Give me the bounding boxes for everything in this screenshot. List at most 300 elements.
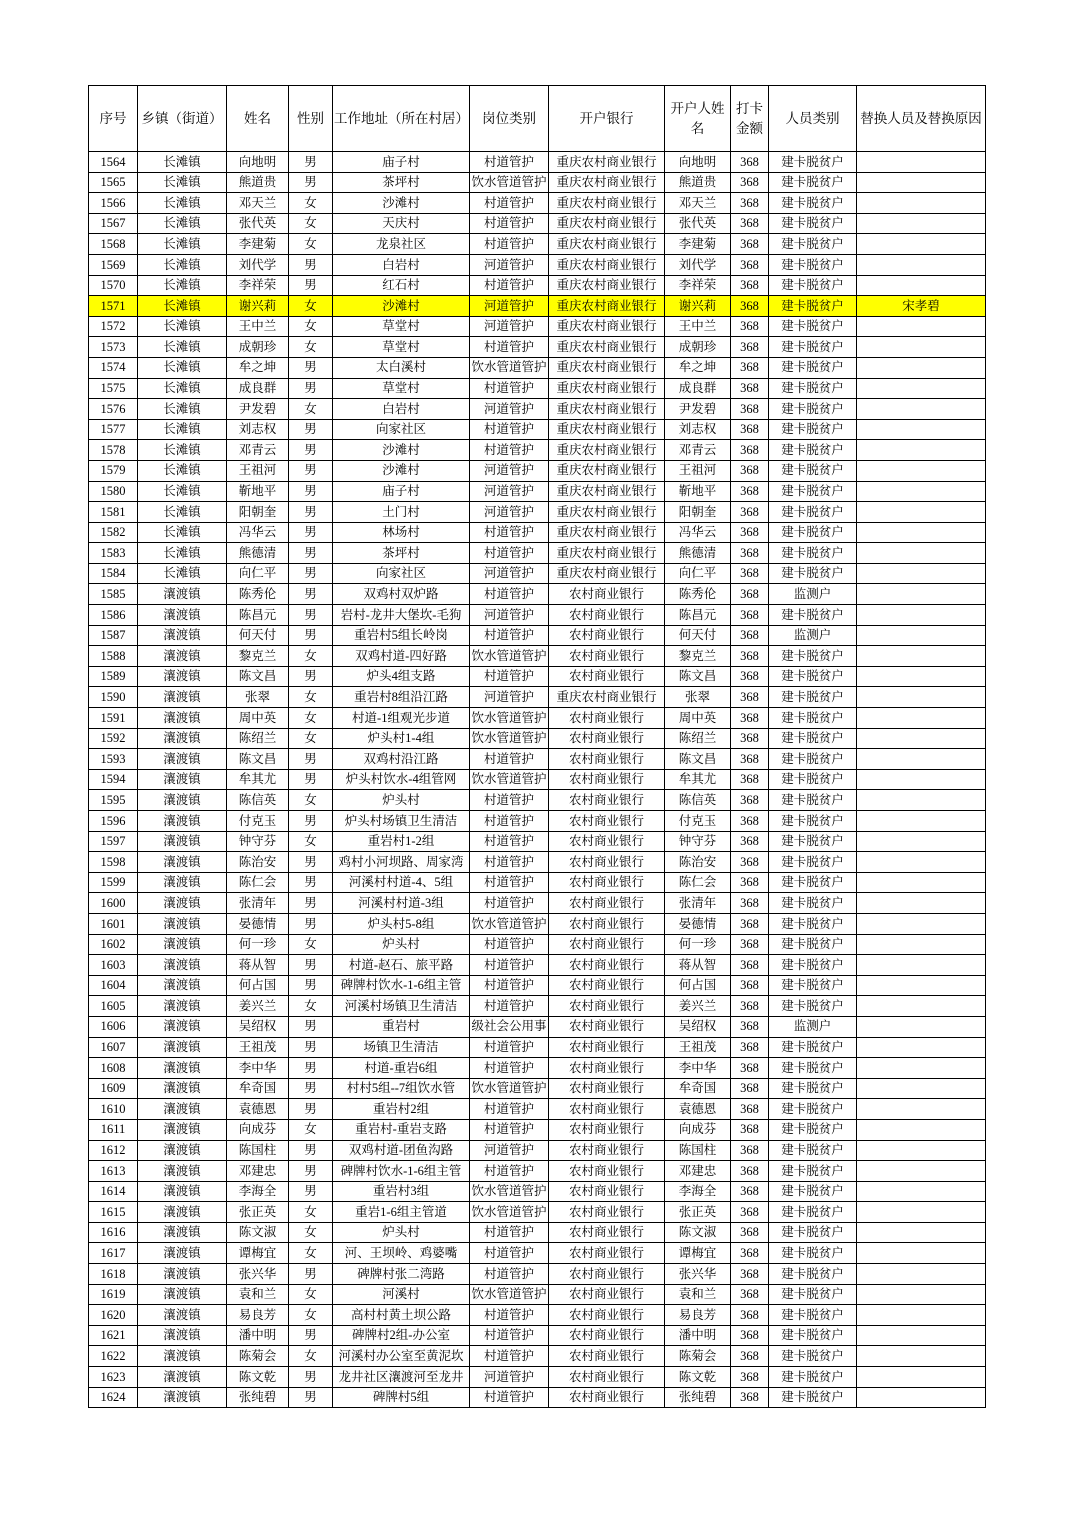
table-row <box>89 481 986 502</box>
table-cell <box>857 893 986 914</box>
table-cell: 1621 <box>89 1325 138 1346</box>
table-row <box>89 1243 986 1264</box>
table-cell <box>857 1305 986 1326</box>
table-cell: 建卡脱贫户 <box>769 1346 857 1367</box>
table-cell <box>857 1325 986 1346</box>
header-amount: 打卡金额 <box>731 86 769 152</box>
table-cell: 368 <box>731 152 769 173</box>
table-cell: 1564 <box>89 152 138 173</box>
table-cell: 1606 <box>89 1016 138 1037</box>
table-cell: 易良芳 <box>227 1305 289 1326</box>
table-cell: 村道管护 <box>470 1325 549 1346</box>
table-row <box>89 1387 986 1408</box>
table-cell: 瀼渡镇 <box>138 708 227 729</box>
table-cell: 1605 <box>89 996 138 1017</box>
table-cell: 建卡脱贫户 <box>769 1243 857 1264</box>
table-cell: 冯华云 <box>227 522 289 543</box>
table-cell: 368 <box>731 1078 769 1099</box>
table-cell: 1587 <box>89 625 138 646</box>
table-cell: 村道管护 <box>470 1099 549 1120</box>
table-cell: 长滩镇 <box>138 213 227 234</box>
table-row <box>89 1119 986 1140</box>
table-cell <box>857 1058 986 1079</box>
table-cell <box>857 1078 986 1099</box>
table-cell: 1620 <box>89 1305 138 1326</box>
table-cell: 河道管护 <box>470 502 549 523</box>
table-row <box>89 975 986 996</box>
table-cell: 邓天兰 <box>665 193 731 214</box>
table-cell <box>857 234 986 255</box>
table-cell: 河道管护 <box>470 399 549 420</box>
table-cell: 1565 <box>89 172 138 193</box>
table-cell: 男 <box>289 913 333 934</box>
table-cell: 建卡脱贫户 <box>769 522 857 543</box>
table-cell: 碑牌村饮水-1-6组主管 <box>333 1161 470 1182</box>
table-cell: 368 <box>731 563 769 584</box>
table-row <box>89 913 986 934</box>
table-cell: 张兴华 <box>227 1264 289 1285</box>
table-cell: 尹发碧 <box>227 399 289 420</box>
table-cell: 368 <box>731 213 769 234</box>
table-cell: 建卡脱贫户 <box>769 337 857 358</box>
table-cell: 何一珍 <box>665 934 731 955</box>
table-cell: 瀼渡镇 <box>138 1119 227 1140</box>
table-cell: 建卡脱贫户 <box>769 955 857 976</box>
table-cell: 建卡脱贫户 <box>769 1305 857 1326</box>
table-cell: 王祖河 <box>665 460 731 481</box>
table-cell: 长滩镇 <box>138 522 227 543</box>
table-cell: 1583 <box>89 543 138 564</box>
table-cell: 沙滩村 <box>333 193 470 214</box>
table-cell: 368 <box>731 893 769 914</box>
table-cell: 宋孝碧 <box>857 296 986 317</box>
table-cell: 村道管护 <box>470 996 549 1017</box>
table-cell: 李建菊 <box>665 234 731 255</box>
table-cell: 沙滩村 <box>333 440 470 461</box>
table-cell: 长滩镇 <box>138 563 227 584</box>
table-cell: 李中华 <box>227 1058 289 1079</box>
table-cell <box>857 399 986 420</box>
table-row <box>89 708 986 729</box>
table-cell: 368 <box>731 852 769 873</box>
table-cell: 1570 <box>89 275 138 296</box>
table-cell: 张正英 <box>665 1202 731 1223</box>
header-township: 乡镇（街道） <box>138 86 227 152</box>
table-cell: 瀼渡镇 <box>138 872 227 893</box>
table-cell: 成良群 <box>227 378 289 399</box>
table-row <box>89 316 986 337</box>
table-cell: 男 <box>289 1264 333 1285</box>
table-cell: 重庆农村商业银行 <box>549 419 665 440</box>
table-cell: 农村商业银行 <box>549 1387 665 1408</box>
table-cell: 河、王坝岭、鸡婆嘴 <box>333 1243 470 1264</box>
table-cell: 张代英 <box>665 213 731 234</box>
table-cell: 女 <box>289 687 333 708</box>
table-cell: 建卡脱贫户 <box>769 831 857 852</box>
table-cell: 1578 <box>89 440 138 461</box>
table-cell: 潘中明 <box>665 1325 731 1346</box>
table-cell: 368 <box>731 1099 769 1120</box>
table-header <box>89 86 986 152</box>
table-cell: 368 <box>731 749 769 770</box>
table-cell: 张清年 <box>227 893 289 914</box>
table-row <box>89 399 986 420</box>
table-cell: 饮水管道管护 <box>470 646 549 667</box>
table-cell: 建卡脱贫户 <box>769 1264 857 1285</box>
table-cell: 茶坪村 <box>333 543 470 564</box>
table-cell: 农村商业银行 <box>549 1243 665 1264</box>
table-row <box>89 1181 986 1202</box>
table-cell: 男 <box>289 749 333 770</box>
table-cell: 368 <box>731 357 769 378</box>
table-cell <box>857 1161 986 1182</box>
table-cell: 村道管护 <box>470 811 549 832</box>
table-cell: 长滩镇 <box>138 543 227 564</box>
table-cell: 邓天兰 <box>227 193 289 214</box>
table-cell <box>857 193 986 214</box>
table-cell: 1604 <box>89 975 138 996</box>
table-cell: 长滩镇 <box>138 481 227 502</box>
table-cell <box>857 811 986 832</box>
table-cell: 村道-1组观光步道 <box>333 708 470 729</box>
table-cell: 村道管护 <box>470 934 549 955</box>
table-cell: 建卡脱贫户 <box>769 1387 857 1408</box>
table-cell: 1576 <box>89 399 138 420</box>
table-row <box>89 769 986 790</box>
table-cell: 袁德恩 <box>665 1099 731 1120</box>
table-cell: 男 <box>289 605 333 626</box>
table-cell <box>857 440 986 461</box>
table-cell <box>857 1367 986 1388</box>
table-cell: 草堂村 <box>333 378 470 399</box>
table-row <box>89 687 986 708</box>
table-cell: 男 <box>289 955 333 976</box>
table-cell: 男 <box>289 543 333 564</box>
table-cell: 建卡脱贫户 <box>769 666 857 687</box>
table-cell: 建卡脱贫户 <box>769 687 857 708</box>
table-cell: 向成芬 <box>227 1119 289 1140</box>
table-cell: 李海全 <box>227 1181 289 1202</box>
table-row <box>89 563 986 584</box>
table-cell: 瀼渡镇 <box>138 913 227 934</box>
table-cell: 1597 <box>89 831 138 852</box>
table-cell: 瀼渡镇 <box>138 893 227 914</box>
table-cell: 饮水管道管护 <box>470 913 549 934</box>
table-cell: 建卡脱贫户 <box>769 790 857 811</box>
header-row <box>89 86 986 152</box>
table-cell: 男 <box>289 1325 333 1346</box>
table-cell: 监测户 <box>769 1016 857 1037</box>
table-cell: 368 <box>731 296 769 317</box>
table-cell: 沙滩村 <box>333 460 470 481</box>
table-cell: 男 <box>289 584 333 605</box>
table-cell: 河道管护 <box>470 1140 549 1161</box>
table-cell: 男 <box>289 1037 333 1058</box>
table-cell: 农村商业银行 <box>549 1346 665 1367</box>
table-cell: 熊道贵 <box>227 172 289 193</box>
table-cell: 男 <box>289 172 333 193</box>
table-cell <box>857 1243 986 1264</box>
table-cell: 1612 <box>89 1140 138 1161</box>
table-cell <box>857 1222 986 1243</box>
table-cell: 男 <box>289 1161 333 1182</box>
table-cell: 王中兰 <box>665 316 731 337</box>
table-cell: 建卡脱贫户 <box>769 152 857 173</box>
table-cell <box>857 1099 986 1120</box>
table-cell: 368 <box>731 934 769 955</box>
table-cell: 重庆农村商业银行 <box>549 522 665 543</box>
table-cell: 1601 <box>89 913 138 934</box>
table-cell: 陈信英 <box>227 790 289 811</box>
table-cell: 建卡脱贫户 <box>769 996 857 1017</box>
table-cell: 男 <box>289 1058 333 1079</box>
table-cell: 368 <box>731 1387 769 1408</box>
table-cell: 瀼渡镇 <box>138 769 227 790</box>
table-cell: 瀼渡镇 <box>138 1016 227 1037</box>
table-cell: 李祥荣 <box>227 275 289 296</box>
table-cell: 男 <box>289 769 333 790</box>
table-cell: 长滩镇 <box>138 460 227 481</box>
table-cell: 瀼渡镇 <box>138 934 227 955</box>
table-cell: 陈秀伦 <box>227 584 289 605</box>
table-cell: 368 <box>731 1161 769 1182</box>
table-cell: 长滩镇 <box>138 296 227 317</box>
table-cell: 农村商业银行 <box>549 831 665 852</box>
table-cell: 瀼渡镇 <box>138 666 227 687</box>
table-cell: 龙泉社区 <box>333 234 470 255</box>
table-cell: 村道管护 <box>470 1243 549 1264</box>
table-cell: 阳朝奎 <box>665 502 731 523</box>
table-cell: 王祖茂 <box>665 1037 731 1058</box>
table-cell: 建卡脱贫户 <box>769 1119 857 1140</box>
header-bank: 开户银行 <box>549 86 665 152</box>
table-cell: 河溪村场镇卫生清洁 <box>333 996 470 1017</box>
table-cell: 重庆农村商业银行 <box>549 687 665 708</box>
table-cell: 男 <box>289 563 333 584</box>
header-seq: 序号 <box>89 86 138 152</box>
table-cell: 村道管护 <box>470 1387 549 1408</box>
table-cell: 蒋从智 <box>665 955 731 976</box>
table-cell: 1574 <box>89 357 138 378</box>
table-cell <box>857 749 986 770</box>
table-cell: 太白溪村 <box>333 357 470 378</box>
header-post-type: 岗位类别 <box>470 86 549 152</box>
table-cell: 建卡脱贫户 <box>769 1037 857 1058</box>
table-cell: 1602 <box>89 934 138 955</box>
table-cell: 河溪村办公室至黄泥坎 <box>333 1346 470 1367</box>
table-cell: 女 <box>289 296 333 317</box>
table-cell: 建卡脱贫户 <box>769 1078 857 1099</box>
table-cell: 双鸡村双炉路 <box>333 584 470 605</box>
table-cell: 1610 <box>89 1099 138 1120</box>
table-cell: 林场村 <box>333 522 470 543</box>
table-cell: 1588 <box>89 646 138 667</box>
table-cell: 建卡脱贫户 <box>769 646 857 667</box>
table-row <box>89 1037 986 1058</box>
table-cell: 女 <box>289 1202 333 1223</box>
table-cell: 农村商业银行 <box>549 852 665 873</box>
table-cell: 成朝珍 <box>665 337 731 358</box>
table-cell: 白岩村 <box>333 254 470 275</box>
table-cell: 河溪村村道-4、5组 <box>333 872 470 893</box>
table-cell: 河溪村 <box>333 1284 470 1305</box>
table-cell: 重庆农村商业银行 <box>549 481 665 502</box>
table-cell: 建卡脱贫户 <box>769 1099 857 1120</box>
table-cell: 女 <box>289 646 333 667</box>
table-cell: 熊德清 <box>665 543 731 564</box>
table-cell: 1624 <box>89 1387 138 1408</box>
table-cell: 熊道贵 <box>665 172 731 193</box>
table-cell: 长滩镇 <box>138 378 227 399</box>
table-cell: 陈国柱 <box>227 1140 289 1161</box>
table-row <box>89 625 986 646</box>
header-person-type: 人员类别 <box>769 86 857 152</box>
table-cell: 向仁平 <box>227 563 289 584</box>
table-cell: 1592 <box>89 728 138 749</box>
table-cell: 瀼渡镇 <box>138 646 227 667</box>
table-cell: 河溪村村道-3组 <box>333 893 470 914</box>
table-cell: 建卡脱贫户 <box>769 913 857 934</box>
table-cell <box>857 852 986 873</box>
table-cell: 村道管护 <box>470 893 549 914</box>
table-cell: 368 <box>731 1140 769 1161</box>
table-cell: 建卡脱贫户 <box>769 502 857 523</box>
table-cell <box>857 708 986 729</box>
table-cell <box>857 316 986 337</box>
table-cell: 女 <box>289 193 333 214</box>
table-cell: 1584 <box>89 563 138 584</box>
table-cell: 村道管护 <box>470 213 549 234</box>
table-cell: 村道管护 <box>470 872 549 893</box>
table-cell: 368 <box>731 1367 769 1388</box>
table-cell: 农村商业银行 <box>549 625 665 646</box>
table-cell: 阳朝奎 <box>227 502 289 523</box>
table-cell: 重岩村5组长岭岗 <box>333 625 470 646</box>
table-cell: 1595 <box>89 790 138 811</box>
table-cell <box>857 1119 986 1140</box>
table-cell: 男 <box>289 893 333 914</box>
table-cell: 饮水管道管护 <box>470 708 549 729</box>
table-cell: 邓建忠 <box>665 1161 731 1182</box>
table-cell: 村道管护 <box>470 1264 549 1285</box>
table-cell: 袁和兰 <box>665 1284 731 1305</box>
table-cell: 重庆农村商业银行 <box>549 213 665 234</box>
table-cell: 村道管护 <box>470 1161 549 1182</box>
table-row <box>89 605 986 626</box>
table-cell: 建卡脱贫户 <box>769 172 857 193</box>
table-cell: 白岩村 <box>333 399 470 420</box>
table-cell: 村道管护 <box>470 1058 549 1079</box>
table-cell: 男 <box>289 811 333 832</box>
table-cell: 1611 <box>89 1119 138 1140</box>
table-cell: 李中华 <box>665 1058 731 1079</box>
worker-roster-table <box>88 85 986 1408</box>
table-cell: 建卡脱贫户 <box>769 1181 857 1202</box>
table-cell: 监测户 <box>769 625 857 646</box>
table-cell: 碑牌村饮水-1-6组主管 <box>333 975 470 996</box>
table-cell: 向地明 <box>665 152 731 173</box>
table-cell: 陈文乾 <box>665 1367 731 1388</box>
table-cell: 陈国柱 <box>665 1140 731 1161</box>
table-cell: 建卡脱贫户 <box>769 811 857 832</box>
worker-roster-sheet <box>88 85 986 1408</box>
table-cell: 村道管护 <box>470 1119 549 1140</box>
table-cell: 建卡脱贫户 <box>769 605 857 626</box>
table-cell <box>857 543 986 564</box>
table-cell: 女 <box>289 1243 333 1264</box>
table-cell: 农村商业银行 <box>549 1367 665 1388</box>
table-cell: 瀼渡镇 <box>138 1099 227 1120</box>
table-cell: 男 <box>289 1078 333 1099</box>
table-cell: 村道管护 <box>470 1037 549 1058</box>
table-cell: 建卡脱贫户 <box>769 708 857 729</box>
table-cell: 重庆农村商业银行 <box>549 193 665 214</box>
table-cell: 农村商业银行 <box>549 872 665 893</box>
table-cell: 1623 <box>89 1367 138 1388</box>
table-cell <box>857 913 986 934</box>
table-cell: 1581 <box>89 502 138 523</box>
table-cell <box>857 419 986 440</box>
table-cell: 368 <box>731 769 769 790</box>
table-cell: 长滩镇 <box>138 152 227 173</box>
table-cell: 男 <box>289 852 333 873</box>
table-cell: 瀼渡镇 <box>138 955 227 976</box>
table-cell: 瀼渡镇 <box>138 1346 227 1367</box>
table-cell <box>857 955 986 976</box>
table-cell: 向仁平 <box>665 563 731 584</box>
table-cell <box>857 1202 986 1223</box>
table-cell: 河道管护 <box>470 254 549 275</box>
table-cell: 长滩镇 <box>138 254 227 275</box>
table-cell: 建卡脱贫户 <box>769 460 857 481</box>
table-cell: 牟奇国 <box>227 1078 289 1099</box>
table-cell: 瀼渡镇 <box>138 584 227 605</box>
table-cell: 368 <box>731 975 769 996</box>
table-cell: 茶坪村 <box>333 172 470 193</box>
table-cell: 河道管护 <box>470 605 549 626</box>
table-cell: 何天付 <box>665 625 731 646</box>
table-cell: 368 <box>731 275 769 296</box>
table-cell: 岩村-龙井大堡坎-毛狗 <box>333 605 470 626</box>
table-cell: 368 <box>731 1058 769 1079</box>
table-cell: 女 <box>289 1305 333 1326</box>
table-body <box>89 152 986 1408</box>
table-cell: 陈秀伦 <box>665 584 731 605</box>
table-cell: 牟其尤 <box>227 769 289 790</box>
table-cell: 村村5组--7组饮水管 <box>333 1078 470 1099</box>
table-cell: 村道-重岩6组 <box>333 1058 470 1079</box>
table-row <box>89 831 986 852</box>
table-cell: 农村商业银行 <box>549 1284 665 1305</box>
table-cell: 村道管护 <box>470 790 549 811</box>
table-cell: 向成芬 <box>665 1119 731 1140</box>
table-cell: 男 <box>289 975 333 996</box>
table-row <box>89 934 986 955</box>
table-cell: 368 <box>731 193 769 214</box>
table-cell: 村道管护 <box>470 1305 549 1326</box>
table-cell: 建卡脱贫户 <box>769 893 857 914</box>
table-cell: 刘志权 <box>665 419 731 440</box>
table-cell: 368 <box>731 254 769 275</box>
table-row <box>89 1222 986 1243</box>
table-row <box>89 666 986 687</box>
table-cell <box>857 996 986 1017</box>
table-cell: 女 <box>289 790 333 811</box>
table-row <box>89 337 986 358</box>
table-cell: 1573 <box>89 337 138 358</box>
table-cell: 村道管护 <box>470 831 549 852</box>
table-row <box>89 1161 986 1182</box>
